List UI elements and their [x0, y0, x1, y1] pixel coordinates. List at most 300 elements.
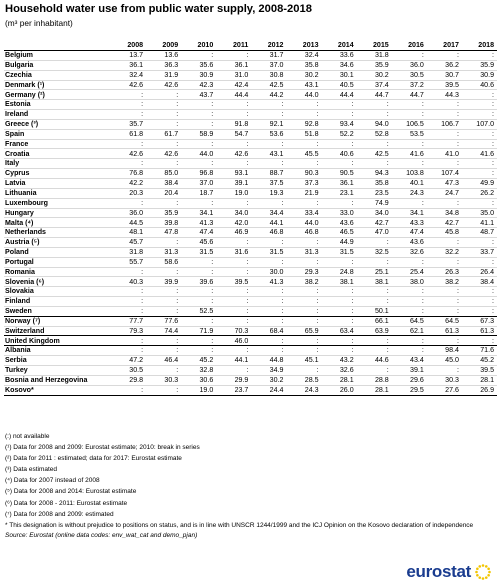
value-cell: 28.1	[374, 385, 389, 394]
table-row	[4, 356, 497, 366]
value-cell: 43.3	[410, 218, 424, 227]
value-cell: 33.0	[339, 208, 354, 217]
value-cell: 44.4	[234, 90, 249, 99]
value-cell: 41.3	[199, 218, 214, 227]
year-header: 2018	[462, 40, 497, 51]
value-cell: 34.0	[234, 208, 249, 217]
value-cell: :	[246, 346, 249, 355]
value-cell: :	[456, 159, 459, 168]
value-cell: 35.7	[129, 120, 144, 129]
value-cell: 31.7	[269, 51, 284, 60]
table-row	[4, 375, 497, 385]
value-cell: :	[281, 238, 284, 247]
value-cell: 35.6	[199, 61, 214, 70]
value-cell: 70.3	[234, 326, 249, 335]
value-cell: :	[421, 336, 424, 345]
value-cell: 13.7	[129, 51, 144, 60]
value-cell: 45.0	[445, 356, 459, 365]
footnote: * This designation is without prejudice to positions on status, and is in line with UNSCR 1244/1999 and the ICJ Opinion on the Kosovo declaration of independence	[5, 521, 474, 529]
value-cell: 24.8	[339, 267, 354, 276]
table-row	[4, 208, 497, 218]
value-cell: :	[141, 307, 144, 316]
value-cell: 74.9	[374, 198, 389, 207]
value-cell: 37.3	[304, 179, 319, 188]
value-cell: :	[211, 297, 214, 306]
value-cell: :	[176, 120, 179, 129]
logo-star	[475, 571, 478, 574]
value-cell: 67.3	[480, 316, 495, 325]
value-cell: :	[386, 110, 389, 119]
value-cell: 26.4	[480, 267, 495, 276]
value-cell: :	[211, 316, 214, 325]
country-cell: France	[5, 139, 29, 148]
value-cell: :	[246, 198, 249, 207]
value-cell: 33.4	[304, 208, 319, 217]
country-cell: Denmark (¹)	[5, 80, 45, 89]
value-cell: :	[246, 100, 249, 109]
table-row	[4, 169, 497, 179]
value-cell: 47.4	[410, 228, 424, 237]
page-title: Household water use from public water supply, 2008-2018	[5, 3, 312, 15]
value-cell: :	[492, 110, 495, 119]
table-row	[4, 385, 497, 395]
country-cell: Norway (⁷)	[5, 316, 41, 325]
table-row	[4, 257, 497, 267]
value-cell: 35.8	[304, 61, 319, 70]
value-cell: 46.9	[234, 228, 249, 237]
value-cell: 79.3	[129, 326, 144, 335]
value-cell: 40.6	[480, 80, 495, 89]
value-cell: 42.6	[164, 149, 179, 158]
logo-star	[482, 564, 485, 567]
country-cell: Turkey	[5, 366, 28, 375]
value-cell: 64.5	[445, 316, 459, 325]
value-cell: :	[246, 307, 249, 316]
value-cell: 24.3	[410, 188, 424, 197]
value-cell: 98.4	[445, 346, 459, 355]
value-cell: 63.4	[339, 326, 354, 335]
value-cell: :	[281, 287, 284, 296]
value-cell: 39.5	[480, 366, 495, 375]
value-cell: 66.1	[374, 316, 389, 325]
value-cell: 35.9	[480, 61, 495, 70]
value-cell: 93.1	[234, 169, 249, 178]
footnote: (⁵) Data for 2008 and 2014: Eurostat estimate	[5, 488, 137, 496]
country-cell: Czechia	[5, 70, 32, 79]
value-cell: 31.5	[269, 248, 284, 257]
value-cell: :	[386, 238, 389, 247]
value-cell: 24.7	[445, 188, 459, 197]
value-cell: :	[141, 159, 144, 168]
value-cell: 44.2	[269, 90, 284, 99]
value-cell: :	[351, 100, 354, 109]
value-cell: :	[492, 159, 495, 168]
country-cell: Bulgaria	[5, 61, 34, 70]
value-cell: 43.2	[339, 356, 354, 365]
value-cell: :	[386, 336, 389, 345]
value-cell: :	[316, 110, 319, 119]
value-cell: 63.9	[374, 326, 389, 335]
value-cell: 44.5	[129, 218, 144, 227]
value-cell: :	[281, 198, 284, 207]
value-cell: :	[281, 159, 284, 168]
value-cell: 44.0	[304, 90, 319, 99]
value-cell: 29.9	[234, 376, 249, 385]
country-cell: Switzerland	[5, 326, 45, 335]
value-cell: :	[351, 198, 354, 207]
value-cell: :	[456, 366, 459, 375]
value-cell: 44.3	[445, 90, 459, 99]
table-row	[4, 366, 497, 376]
value-cell: 37.0	[269, 61, 284, 70]
value-cell: 43.1	[304, 80, 319, 89]
value-cell: 41.6	[410, 149, 424, 158]
footnotes	[5, 432, 495, 542]
country-cell: Cyprus	[5, 169, 30, 178]
table-row	[4, 277, 497, 287]
value-cell: :	[246, 238, 249, 247]
table-row	[4, 297, 497, 307]
value-cell: 43.7	[199, 90, 214, 99]
value-cell: 26.3	[445, 267, 459, 276]
table-row	[4, 139, 497, 149]
value-cell: 106.5	[406, 120, 424, 129]
value-cell: 62.1	[410, 326, 424, 335]
year-header: 2010	[181, 40, 216, 51]
value-cell: 36.0	[129, 208, 144, 217]
value-cell: 18.7	[199, 188, 214, 197]
country-cell: Italy	[5, 159, 20, 168]
country-cell: Bosnia and Herzegovina	[5, 376, 88, 385]
value-cell: 36.2	[445, 61, 459, 70]
value-cell: 53.6	[269, 129, 284, 138]
value-cell: 30.9	[480, 70, 495, 79]
value-cell: 77.7	[129, 316, 144, 325]
logo-star	[487, 567, 490, 570]
value-cell: :	[456, 238, 459, 247]
value-cell: 42.7	[374, 218, 389, 227]
logo-star	[478, 576, 481, 579]
value-cell: 94.0	[374, 120, 389, 129]
value-cell: :	[492, 297, 495, 306]
value-cell: 53.5	[410, 129, 424, 138]
value-cell: :	[141, 100, 144, 109]
value-cell: :	[351, 110, 354, 119]
year-header: 2013	[286, 40, 321, 51]
value-cell: :	[421, 198, 424, 207]
table-row	[4, 100, 497, 110]
value-cell: 43.6	[410, 238, 424, 247]
value-cell: 35.0	[480, 208, 495, 217]
footnote: (⁴) Data for 2007 instead of 2008	[5, 477, 100, 485]
value-cell: :	[211, 198, 214, 207]
value-cell: 61.8	[129, 129, 144, 138]
value-cell: :	[492, 287, 495, 296]
country-cell: Finland	[5, 297, 31, 306]
value-cell: :	[351, 346, 354, 355]
value-cell: 41.0	[445, 149, 459, 158]
value-cell: 46.4	[164, 356, 179, 365]
value-cell: :	[386, 100, 389, 109]
logo-star	[478, 565, 481, 568]
value-cell: 107.0	[476, 120, 495, 129]
value-cell: 31.0	[234, 70, 249, 79]
value-cell: :	[176, 238, 179, 247]
value-cell: 85.0	[164, 169, 179, 178]
value-cell: 13.6	[164, 51, 179, 60]
value-cell: 51.8	[304, 129, 319, 138]
value-cell: :	[456, 257, 459, 266]
value-cell: :	[211, 139, 214, 148]
value-cell: :	[492, 198, 495, 207]
value-cell: 23.7	[234, 385, 249, 394]
value-cell: 44.8	[269, 356, 284, 365]
value-cell: 37.4	[374, 80, 389, 89]
value-cell: :	[246, 287, 249, 296]
value-cell: :	[492, 307, 495, 316]
table-row	[4, 267, 497, 277]
value-cell: :	[316, 257, 319, 266]
value-cell: :	[421, 139, 424, 148]
value-cell: 90.5	[339, 169, 354, 178]
value-cell: 28.1	[480, 376, 495, 385]
value-cell: :	[141, 139, 144, 148]
value-cell: 36.1	[129, 61, 144, 70]
table-row	[4, 238, 497, 248]
value-cell: :	[421, 346, 424, 355]
value-cell: 61.7	[164, 129, 179, 138]
value-cell: 35.9	[164, 208, 179, 217]
value-cell: :	[141, 346, 144, 355]
value-cell: 46.8	[269, 228, 284, 237]
value-cell: :	[176, 297, 179, 306]
footnote: (:) not available	[5, 433, 50, 440]
value-cell: :	[316, 287, 319, 296]
table-row	[4, 119, 497, 129]
value-cell: :	[281, 257, 284, 266]
value-cell: :	[176, 110, 179, 119]
table-row	[4, 129, 497, 139]
value-cell: 36.0	[410, 61, 424, 70]
value-cell: 31.3	[304, 248, 319, 257]
value-cell: 32.4	[304, 51, 319, 60]
value-cell: 23.1	[339, 188, 354, 197]
value-cell: :	[211, 257, 214, 266]
value-cell: 54.7	[234, 129, 249, 138]
value-cell: 42.5	[269, 80, 284, 89]
value-cell: 49.9	[480, 179, 495, 188]
value-cell: 92.8	[304, 120, 319, 129]
table-row	[4, 80, 497, 90]
value-cell: 31.6	[234, 248, 249, 257]
value-cell: :	[492, 169, 495, 178]
value-cell: :	[176, 307, 179, 316]
value-cell: :	[456, 287, 459, 296]
table-row	[4, 178, 497, 188]
value-cell: 41.6	[480, 149, 495, 158]
value-cell: 31.5	[199, 248, 214, 257]
eu-stars-icon	[474, 563, 492, 581]
value-cell: 30.8	[269, 70, 284, 79]
value-cell: 50.1	[374, 307, 389, 316]
country-cell: Spain	[5, 129, 25, 138]
value-cell: 19.3	[269, 188, 284, 197]
value-cell: :	[386, 139, 389, 148]
value-cell: 44.1	[269, 218, 284, 227]
value-cell: 24.3	[304, 385, 319, 394]
value-cell: :	[386, 159, 389, 168]
country-cell: Serbia	[5, 356, 27, 365]
value-cell: 44.7	[410, 90, 424, 99]
value-cell: 32.2	[445, 248, 459, 257]
logo-star	[485, 576, 488, 579]
value-cell: :	[141, 297, 144, 306]
value-cell: 43.6	[339, 218, 354, 227]
country-cell: United Kingdom	[5, 336, 60, 345]
value-cell: 35.9	[374, 61, 389, 70]
value-cell: 39.8	[164, 218, 179, 227]
value-cell: 46.0	[234, 336, 249, 345]
value-cell: :	[211, 287, 214, 296]
value-cell: 44.6	[374, 356, 389, 365]
value-cell: :	[316, 198, 319, 207]
value-cell: 36.3	[164, 61, 179, 70]
value-cell: 44.0	[304, 218, 319, 227]
value-cell: 71.6	[480, 346, 495, 355]
country-cell: Germany (²)	[5, 90, 45, 99]
value-cell: :	[281, 100, 284, 109]
value-cell: 91.8	[234, 120, 249, 129]
value-cell: 43.1	[269, 149, 284, 158]
value-cell: :	[456, 198, 459, 207]
value-cell: :	[421, 100, 424, 109]
value-cell: :	[176, 90, 179, 99]
value-cell: 42.5	[374, 149, 389, 158]
value-cell: 29.6	[410, 376, 424, 385]
value-cell: :	[246, 366, 249, 375]
value-cell: 32.5	[374, 248, 389, 257]
value-cell: :	[456, 51, 459, 60]
value-cell: 92.1	[269, 120, 284, 129]
year-header: 2014	[322, 40, 357, 51]
value-cell: 45.1	[304, 356, 319, 365]
value-cell: 34.6	[339, 61, 354, 70]
value-cell: 58.6	[164, 257, 179, 266]
value-cell: :	[316, 159, 319, 168]
value-cell: 106.7	[441, 120, 459, 129]
value-cell: 47.3	[445, 179, 459, 188]
table-row	[4, 51, 497, 61]
value-cell: 31.8	[129, 248, 144, 257]
value-cell: 20.4	[164, 188, 179, 197]
value-cell: :	[211, 267, 214, 276]
year-header: 2016	[392, 40, 427, 51]
value-cell: 45.2	[480, 356, 495, 365]
value-cell: 32.8	[199, 366, 214, 375]
value-cell: :	[281, 307, 284, 316]
table-row	[4, 218, 497, 228]
value-cell: :	[351, 159, 354, 168]
value-cell: 31.5	[339, 248, 354, 257]
value-cell: :	[281, 336, 284, 345]
logo-star	[488, 571, 491, 574]
value-cell: :	[176, 139, 179, 148]
value-cell: 44.9	[339, 238, 354, 247]
value-cell: :	[351, 139, 354, 148]
table-row	[4, 316, 497, 326]
value-cell: 34.4	[269, 208, 284, 217]
value-cell: 36.1	[339, 179, 354, 188]
value-cell: 33.7	[480, 248, 495, 257]
value-cell: 44.0	[199, 149, 214, 158]
value-cell: 33.6	[339, 51, 354, 60]
year-header: 2017	[427, 40, 462, 51]
value-cell: :	[176, 100, 179, 109]
value-cell: 39.1	[234, 179, 249, 188]
value-cell: 40.1	[410, 179, 424, 188]
value-cell: :	[351, 257, 354, 266]
value-cell: :	[211, 120, 214, 129]
value-cell: :	[492, 139, 495, 148]
value-cell: 47.4	[199, 228, 214, 237]
value-cell: :	[316, 366, 319, 375]
value-cell: 65.9	[304, 326, 319, 335]
logo-star	[485, 565, 488, 568]
value-cell: :	[316, 316, 319, 325]
value-cell: :	[386, 366, 389, 375]
value-cell: 38.2	[304, 277, 319, 286]
value-cell: 46.5	[339, 228, 354, 237]
table-row	[4, 110, 497, 120]
value-cell: :	[176, 159, 179, 168]
value-cell: 52.2	[339, 129, 354, 138]
value-cell: 94.3	[374, 169, 389, 178]
value-cell: :	[246, 51, 249, 60]
value-cell: 45.7	[129, 238, 144, 247]
value-cell: 31.3	[164, 248, 179, 257]
table-header-row	[4, 40, 497, 51]
value-cell: 42.3	[199, 80, 214, 89]
value-cell: :	[141, 267, 144, 276]
country-cell: Estonia	[5, 100, 31, 109]
country-cell: Poland	[5, 248, 29, 257]
value-cell: 47.0	[374, 228, 389, 237]
value-cell: 71.9	[199, 326, 214, 335]
value-cell: :	[316, 307, 319, 316]
value-cell: 39.6	[199, 277, 214, 286]
value-cell: :	[246, 139, 249, 148]
value-cell: 37.0	[199, 179, 214, 188]
value-cell: :	[421, 297, 424, 306]
value-cell: :	[211, 159, 214, 168]
country-cell: Slovenia (⁶)	[5, 277, 45, 286]
value-cell: :	[492, 336, 495, 345]
value-cell: 88.7	[269, 169, 284, 178]
page-subtitle: (m³ per inhabitant)	[5, 18, 73, 28]
value-cell: 29.3	[304, 267, 319, 276]
value-cell: 76.8	[129, 169, 144, 178]
year-header: 2012	[251, 40, 286, 51]
value-cell: 93.4	[339, 120, 354, 129]
value-cell: :	[176, 198, 179, 207]
value-cell: :	[246, 159, 249, 168]
country-cell: Kosovo*	[5, 385, 34, 394]
value-cell: 38.1	[339, 277, 354, 286]
value-cell: 42.6	[129, 149, 144, 158]
value-cell: 30.3	[164, 376, 179, 385]
value-cell: 24.4	[269, 385, 284, 394]
value-cell: :	[281, 110, 284, 119]
